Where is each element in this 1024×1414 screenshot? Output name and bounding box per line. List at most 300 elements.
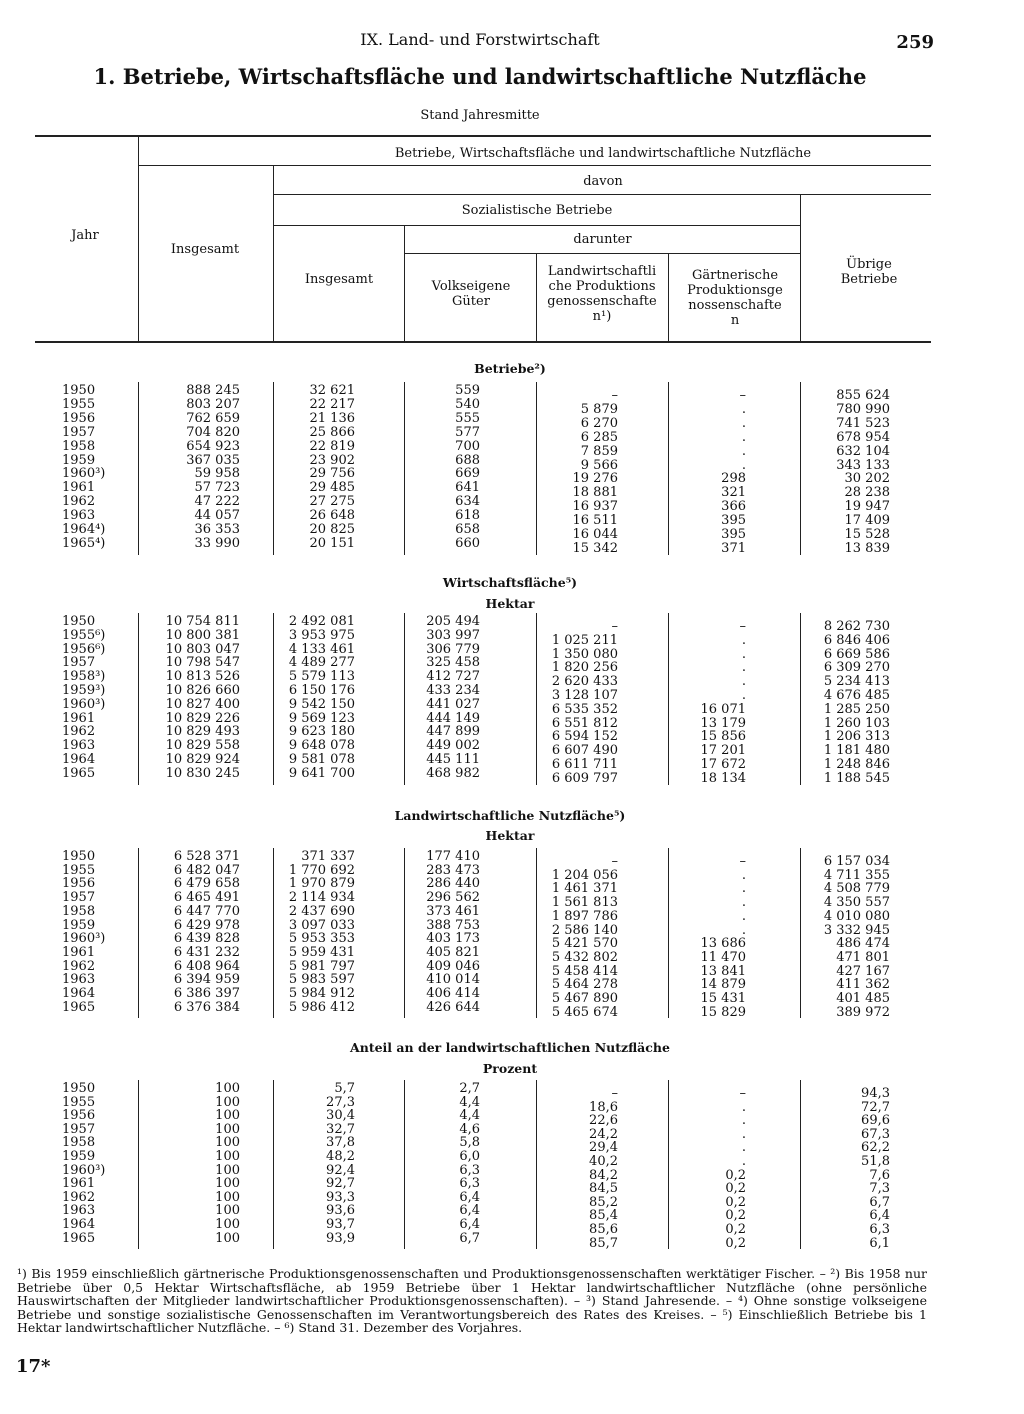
gpg-cell: . — [741, 415, 746, 431]
table-row — [0, 1094, 1024, 1115]
lpg-cell: 18 881 — [572, 485, 618, 501]
uebrige-cell: 94,3 — [861, 1086, 890, 1101]
uebrige-cell: 6 669 586 — [823, 646, 890, 662]
lpg-cell: 9 566 — [580, 457, 618, 473]
gpg-cell: . — [741, 1113, 746, 1129]
soz-insgesamt-cell: 23 902 — [309, 452, 355, 468]
veg-cell: 468 982 — [426, 765, 480, 781]
soz-insgesamt-cell: 9 623 180 — [288, 724, 355, 740]
section-title: Wirtschaftsfläche⁵) — [442, 575, 578, 590]
uebrige-cell: 4 010 080 — [823, 908, 890, 924]
year-cell: 1963 — [62, 972, 96, 988]
uebrige-cell: 72,7 — [861, 1099, 890, 1115]
gpg-cell: . — [741, 632, 746, 648]
soz-insgesamt-cell: 5 953 353 — [288, 931, 355, 947]
header-span-title: Betriebe, Wirtschaftsfläche und landwirtschaftliche Nutzfläche — [394, 146, 812, 161]
insgesamt-cell: 6 479 658 — [173, 876, 240, 892]
header-bottom-rule — [35, 341, 931, 343]
gpg-cell: 395 — [721, 527, 746, 542]
veg-cell: 4,4 — [459, 1094, 480, 1110]
gpg-cell: 0,2 — [725, 1181, 746, 1197]
soz-insgesamt-cell: 5 579 113 — [288, 669, 355, 685]
veg-cell: 433 234 — [426, 683, 480, 698]
insgesamt-cell: 33 990 — [194, 535, 240, 551]
uebrige-cell: 427 167 — [836, 963, 890, 979]
lpg-cell: 5 421 570 — [551, 936, 618, 952]
year-cell: 1958³) — [62, 669, 106, 685]
veg-cell: 373 461 — [426, 903, 480, 919]
year-cell: 1960³) — [62, 1162, 106, 1178]
uebrige-cell: 4 508 779 — [823, 881, 890, 897]
lpg-cell: 85,2 — [589, 1194, 618, 1210]
veg-cell: 540 — [455, 396, 480, 412]
table-row — [0, 917, 1024, 938]
soz-insgesamt-cell: 4 489 277 — [288, 655, 355, 671]
soz-insgesamt-cell: 32,7 — [326, 1121, 355, 1137]
lpg-cell: 5 432 802 — [551, 949, 618, 965]
insgesamt-cell: 6 394 959 — [173, 972, 240, 988]
soz-insgesamt-cell: 22 217 — [309, 396, 355, 412]
gpg-cell: 0,2 — [725, 1208, 746, 1224]
soz-insgesamt-cell: 25 866 — [309, 424, 355, 440]
lpg-cell: 16 937 — [572, 499, 618, 515]
insgesamt-cell: 654 923 — [186, 438, 240, 454]
year-cell: 1965 — [62, 765, 96, 781]
lpg-cell: 6 611 711 — [551, 757, 618, 772]
gpg-cell: 321 — [721, 485, 746, 501]
gpg-cell: . — [741, 646, 746, 662]
insgesamt-cell: 6 482 047 — [173, 862, 240, 878]
lpg-cell: 85,4 — [589, 1208, 618, 1224]
year-cell: 1961 — [62, 480, 96, 496]
lpg-cell: 16 044 — [572, 527, 618, 542]
insgesamt-cell: 10 826 660 — [165, 683, 240, 698]
veg-cell: 6,7 — [459, 1230, 480, 1246]
lpg-cell: 5 879 — [580, 401, 618, 417]
veg-cell: 6,3 — [459, 1162, 480, 1178]
year-cell: 1956 — [62, 410, 96, 426]
table-row — [0, 410, 1024, 431]
insgesamt-cell: 6 447 770 — [173, 903, 240, 919]
year-cell: 1957 — [62, 1121, 96, 1137]
gpg-cell: 0,2 — [725, 1222, 746, 1237]
soz-insgesamt-cell: 29 485 — [309, 480, 355, 496]
soz-insgesamt-cell: 1 770 692 — [288, 862, 355, 878]
lpg-cell: 22,6 — [589, 1113, 618, 1129]
table-row — [0, 452, 1024, 473]
veg-cell: 205 494 — [426, 614, 480, 629]
uebrige-cell: 1 260 103 — [823, 715, 890, 731]
gpg-cell: 16 071 — [700, 701, 746, 717]
table-row — [0, 972, 1024, 993]
soz-insgesamt-cell: 5 984 912 — [288, 986, 355, 1001]
table-row — [0, 396, 1024, 417]
table-row — [0, 1149, 1024, 1169]
veg-cell: 441 027 — [426, 696, 480, 712]
lpg-cell: 1 025 211 — [551, 632, 618, 648]
table-row — [0, 1135, 1024, 1156]
year-cell: 1959³) — [62, 683, 106, 698]
veg-cell: 641 — [455, 480, 480, 496]
uebrige-cell: 389 972 — [836, 1004, 890, 1020]
gpg-cell: 13 841 — [700, 963, 746, 979]
soz-insgesamt-cell: 21 136 — [309, 410, 355, 426]
insgesamt-cell: 6 408 964 — [173, 958, 240, 974]
table-row — [0, 494, 1024, 515]
insgesamt-cell: 100 — [215, 1094, 240, 1110]
soz-insgesamt-cell: 2 492 081 — [288, 614, 355, 629]
header-divider — [138, 135, 139, 341]
uebrige-cell: 6,3 — [869, 1222, 890, 1237]
lpg-cell: 6 594 152 — [551, 729, 618, 745]
table-title: 1. Betriebe, Wirtschaftsfläche und landwirtschaftliche Nutzfläche — [93, 64, 867, 89]
uebrige-cell: 401 485 — [836, 991, 890, 1006]
lpg-cell: 5 464 278 — [551, 977, 618, 993]
veg-cell: 6,4 — [459, 1217, 480, 1232]
section-title: Landwirtschaftliche Nutzfläche⁵) — [394, 808, 626, 823]
soz-insgesamt-cell: 27 275 — [309, 494, 355, 510]
year-cell: 1957 — [62, 424, 96, 440]
gpg-cell: . — [741, 443, 746, 459]
insgesamt-cell: 10 800 381 — [165, 627, 240, 643]
header-rule — [138, 165, 931, 166]
uebrige-cell: 8 262 730 — [823, 619, 890, 634]
veg-cell: 688 — [455, 452, 480, 468]
lpg-cell: 1 461 371 — [551, 881, 618, 897]
year-cell: 1965⁴) — [62, 535, 106, 551]
table-row — [0, 466, 1024, 487]
gpg-cell: 371 — [721, 540, 746, 556]
gpg-cell: . — [741, 429, 746, 445]
year-cell: 1957 — [62, 655, 96, 671]
uebrige-cell: 15 528 — [844, 527, 890, 542]
veg-cell: 658 — [455, 522, 480, 537]
gpg-cell: 366 — [721, 499, 746, 515]
lpg-cell: 7 859 — [580, 443, 618, 459]
soz-insgesamt-cell: 3 097 033 — [288, 917, 355, 933]
table-row — [0, 849, 1024, 869]
insgesamt-cell: 36 353 — [194, 522, 240, 537]
soz-insgesamt-cell: 4 133 461 — [288, 641, 355, 657]
uebrige-cell: 855 624 — [836, 388, 890, 403]
gpg-cell: . — [741, 1099, 746, 1115]
header-gpg: Gärtnerische Produktionsgenossenschaften — [687, 268, 783, 328]
uebrige-cell: 1 285 250 — [823, 701, 890, 717]
uebrige-cell: 1 206 313 — [823, 729, 890, 745]
insgesamt-cell: 803 207 — [186, 396, 240, 412]
insgesamt-cell: 762 659 — [186, 410, 240, 426]
table-row — [0, 522, 1024, 542]
table-row — [0, 383, 1024, 403]
veg-cell: 283 473 — [426, 862, 480, 878]
year-cell: 1961 — [62, 944, 96, 960]
header-divider — [668, 253, 669, 341]
gpg-cell: 15 829 — [700, 1004, 746, 1020]
table-row — [0, 710, 1024, 731]
lpg-cell: 24,2 — [589, 1126, 618, 1142]
soz-insgesamt-cell: 93,3 — [326, 1189, 355, 1205]
uebrige-cell: 4 350 557 — [823, 895, 890, 911]
insgesamt-cell: 100 — [215, 1189, 240, 1205]
insgesamt-cell: 100 — [215, 1081, 240, 1096]
gpg-cell: . — [741, 1140, 746, 1156]
gpg-cell: 298 — [721, 471, 746, 487]
soz-insgesamt-cell: 48,2 — [326, 1149, 355, 1164]
year-cell: 1964 — [62, 1217, 96, 1232]
insgesamt-cell: 6 429 978 — [173, 917, 240, 933]
soz-insgesamt-cell: 1 970 879 — [288, 876, 355, 892]
veg-cell: 286 440 — [426, 876, 480, 892]
gpg-cell: . — [741, 922, 746, 938]
lpg-cell: 1 561 813 — [551, 895, 618, 911]
year-cell: 1955 — [62, 396, 96, 412]
year-cell: 1957 — [62, 890, 96, 906]
uebrige-cell: 62,2 — [861, 1140, 890, 1156]
insgesamt-cell: 100 — [215, 1230, 240, 1246]
uebrige-cell: 51,8 — [861, 1154, 890, 1169]
uebrige-cell: 5 234 413 — [823, 674, 890, 690]
uebrige-cell: 411 362 — [836, 977, 890, 993]
insgesamt-cell: 47 222 — [194, 494, 240, 510]
header-top-rule — [35, 135, 931, 137]
gpg-cell: – — [739, 1086, 746, 1101]
insgesamt-cell: 44 057 — [194, 508, 240, 524]
uebrige-cell: 1 248 846 — [823, 757, 890, 772]
soz-insgesamt-cell: 9 542 150 — [288, 696, 355, 712]
lpg-cell: 1 820 256 — [551, 660, 618, 676]
veg-cell: 4,6 — [459, 1121, 480, 1137]
uebrige-cell: 7,6 — [869, 1167, 890, 1183]
veg-cell: 5,8 — [459, 1135, 480, 1151]
section-unit: Prozent — [482, 1061, 538, 1076]
table-row — [0, 958, 1024, 979]
lpg-cell: 5 467 890 — [551, 991, 618, 1006]
soz-insgesamt-cell: 6 150 176 — [288, 683, 355, 698]
insgesamt-cell: 57 723 — [194, 480, 240, 496]
veg-cell: 296 562 — [426, 890, 480, 906]
insgesamt-cell: 6 376 384 — [173, 999, 240, 1015]
lpg-cell: – — [611, 388, 618, 403]
year-cell: 1962 — [62, 1189, 96, 1205]
lpg-cell: 6 270 — [580, 415, 618, 431]
soz-insgesamt-cell: 27,3 — [326, 1094, 355, 1110]
gpg-cell: 13 179 — [700, 715, 746, 731]
lpg-cell: – — [611, 854, 618, 869]
table-row — [0, 655, 1024, 676]
gpg-cell: . — [741, 908, 746, 924]
veg-cell: 577 — [455, 424, 480, 440]
insgesamt-cell: 100 — [215, 1108, 240, 1124]
header-insgesamt: Insgesamt — [170, 242, 240, 257]
veg-cell: 555 — [455, 410, 480, 426]
gpg-cell: . — [741, 895, 746, 911]
soz-insgesamt-cell: 30,4 — [326, 1108, 355, 1124]
veg-cell: 700 — [455, 438, 480, 454]
uebrige-cell: 17 409 — [844, 513, 890, 529]
chapter-heading: IX. Land- und Forstwirtschaft — [360, 30, 600, 49]
veg-cell: 405 821 — [426, 944, 480, 960]
table-row — [0, 1230, 1024, 1251]
insgesamt-cell: 59 958 — [194, 466, 240, 482]
year-cell: 1960³) — [62, 696, 106, 712]
table-row — [0, 765, 1024, 786]
table-row — [0, 480, 1024, 501]
uebrige-cell: 3 332 945 — [823, 922, 890, 938]
year-cell: 1964⁴) — [62, 522, 106, 537]
header-soz-betriebe: Sozialistische Betriebe — [461, 203, 613, 218]
table-row — [0, 1203, 1024, 1224]
footnotes: ¹) Bis 1959 einschließlich gärtnerische Produktionsgenossenschaften und Produktionsgenossenschaften werktätiger Fischer. – ²) Bis 1958 nur Betriebe über 0,5 Hektar Wirtschaftsfläche, ab 1959 Betriebe über 1 Hektar landwirtschaftlicher Nutzfläche (ohne persönliche Hauswirtschaften der Mitglieder landwirtschaftlicher Produktionsgenossenschaften). – ³) Stand Jahresende. – ⁴) Ohne sonstige volkseigene Betriebe und sonstige sozialistische Genossenschaften im Verantwortungsbereich des Rates des Kreises. – ⁵) Einschließlich Betriebe bis 1 Hektar landwirtschaftlicher Nutzfläche. – ⁶) Stand 31. Dezember des Vorjahres. — [17, 1266, 927, 1335]
soz-insgesamt-cell: 29 756 — [309, 466, 355, 482]
gpg-cell: 0,2 — [725, 1167, 746, 1183]
year-cell: 1963 — [62, 738, 96, 754]
table-row — [0, 683, 1024, 703]
uebrige-cell: 632 104 — [836, 443, 890, 459]
lpg-cell: 29,4 — [589, 1140, 618, 1156]
lpg-cell: 6 535 352 — [551, 701, 618, 717]
year-cell: 1962 — [62, 958, 96, 974]
table-row — [0, 862, 1024, 883]
veg-cell: 325 458 — [426, 655, 480, 671]
soz-insgesamt-cell: 5 983 597 — [288, 972, 355, 988]
lpg-cell: – — [611, 619, 618, 634]
lpg-cell: 19 276 — [572, 471, 618, 487]
gpg-cell: 0,2 — [725, 1235, 746, 1251]
table-row — [0, 1162, 1024, 1183]
insgesamt-cell: 6 431 232 — [173, 944, 240, 960]
insgesamt-cell: 704 820 — [186, 424, 240, 440]
header-veg: Volkseigene Güter — [431, 279, 511, 309]
uebrige-cell: 7,3 — [869, 1181, 890, 1197]
year-cell: 1965 — [62, 1230, 96, 1246]
gpg-cell: . — [741, 1154, 746, 1169]
uebrige-cell: 30 202 — [844, 471, 890, 487]
veg-cell: 410 014 — [426, 972, 480, 988]
year-cell: 1956⁶) — [62, 641, 106, 657]
uebrige-cell: 6,7 — [869, 1194, 890, 1210]
lpg-cell: 1 897 786 — [551, 908, 618, 924]
gpg-cell: . — [741, 674, 746, 690]
insgesamt-cell: 10 803 047 — [165, 641, 240, 657]
header-rule — [273, 194, 931, 195]
header-jahr: Jahr — [71, 228, 99, 243]
veg-cell: 6,3 — [459, 1176, 480, 1192]
soz-insgesamt-cell: 5 981 797 — [288, 958, 355, 974]
insgesamt-cell: 100 — [215, 1149, 240, 1164]
gpg-cell: . — [741, 457, 746, 473]
lpg-cell: 5 458 414 — [551, 963, 618, 979]
uebrige-cell: 6,1 — [869, 1235, 890, 1251]
veg-cell: 6,4 — [459, 1189, 480, 1205]
year-cell: 1950 — [62, 614, 96, 629]
veg-cell: 406 414 — [426, 986, 480, 1001]
header-divider — [273, 165, 274, 341]
insgesamt-cell: 367 035 — [186, 452, 240, 468]
gpg-cell: 18 134 — [700, 770, 746, 786]
insgesamt-cell: 888 245 — [186, 383, 240, 398]
insgesamt-cell: 100 — [215, 1135, 240, 1151]
insgesamt-cell: 100 — [215, 1162, 240, 1178]
uebrige-cell: 67,3 — [861, 1126, 890, 1142]
uebrige-cell: 6 309 270 — [823, 660, 890, 676]
uebrige-cell: 19 947 — [844, 499, 890, 515]
veg-cell: 660 — [455, 535, 480, 551]
table-row — [0, 535, 1024, 556]
insgesamt-cell: 10 827 400 — [165, 696, 240, 712]
soz-insgesamt-cell: 93,9 — [326, 1230, 355, 1246]
lpg-cell: 84,5 — [589, 1181, 618, 1197]
year-cell: 1959 — [62, 452, 96, 468]
gpg-cell: – — [739, 619, 746, 634]
uebrige-cell: 28 238 — [844, 485, 890, 501]
table-row — [0, 876, 1024, 897]
year-cell: 1960³) — [62, 466, 106, 482]
year-cell: 1959 — [62, 1149, 96, 1164]
veg-cell: 669 — [455, 466, 480, 482]
insgesamt-cell: 100 — [215, 1217, 240, 1232]
veg-cell: 6,0 — [459, 1149, 480, 1164]
gpg-cell: 15 431 — [700, 991, 746, 1006]
lpg-cell: 6 607 490 — [551, 743, 618, 759]
soz-insgesamt-cell: 20 151 — [309, 535, 355, 551]
section-title: Betriebe²) — [474, 361, 546, 376]
insgesamt-cell: 100 — [215, 1203, 240, 1219]
gpg-cell: . — [741, 660, 746, 676]
uebrige-cell: 6 846 406 — [823, 632, 890, 648]
lpg-cell: 6 609 797 — [551, 770, 618, 786]
veg-cell: 449 002 — [426, 738, 480, 754]
uebrige-cell: 6 157 034 — [823, 854, 890, 869]
year-cell: 1964 — [62, 752, 96, 767]
soz-insgesamt-cell: 9 581 078 — [288, 752, 355, 767]
table-row — [0, 627, 1024, 648]
uebrige-cell: 4 711 355 — [823, 867, 890, 883]
header-darunter: darunter — [573, 232, 632, 247]
veg-cell: 426 644 — [426, 999, 480, 1015]
year-cell: 1965 — [62, 999, 96, 1015]
soz-insgesamt-cell: 9 569 123 — [288, 710, 355, 726]
year-cell: 1958 — [62, 1135, 96, 1151]
year-cell: 1955⁶) — [62, 627, 106, 643]
insgesamt-cell: 10 829 493 — [165, 724, 240, 740]
page-number: 259 — [896, 32, 934, 53]
veg-cell: 559 — [455, 383, 480, 398]
veg-cell: 306 779 — [426, 641, 480, 657]
veg-cell: 409 046 — [426, 958, 480, 974]
header-divider — [536, 253, 537, 341]
table-subtitle: Stand Jahresmitte — [420, 108, 540, 123]
year-cell: 1964 — [62, 986, 96, 1001]
year-cell: 1961 — [62, 1176, 96, 1192]
header-rule — [404, 253, 800, 254]
year-cell: 1956 — [62, 876, 96, 892]
lpg-cell: 6 285 — [580, 429, 618, 445]
soz-insgesamt-cell: 5 986 412 — [288, 999, 355, 1015]
gpg-cell: . — [741, 881, 746, 897]
gpg-cell: . — [741, 867, 746, 883]
uebrige-cell: 6,4 — [869, 1208, 890, 1224]
header-rule — [273, 225, 800, 226]
gpg-cell: . — [741, 1126, 746, 1142]
header-davon: davon — [583, 174, 623, 189]
soz-insgesamt-cell: 93,7 — [326, 1217, 355, 1232]
year-cell: 1962 — [62, 724, 96, 740]
veg-cell: 177 410 — [426, 849, 480, 864]
soz-insgesamt-cell: 371 337 — [301, 849, 355, 864]
veg-cell: 303 997 — [426, 627, 480, 643]
lpg-cell: 16 511 — [572, 513, 618, 529]
uebrige-cell: 4 676 485 — [823, 688, 890, 703]
